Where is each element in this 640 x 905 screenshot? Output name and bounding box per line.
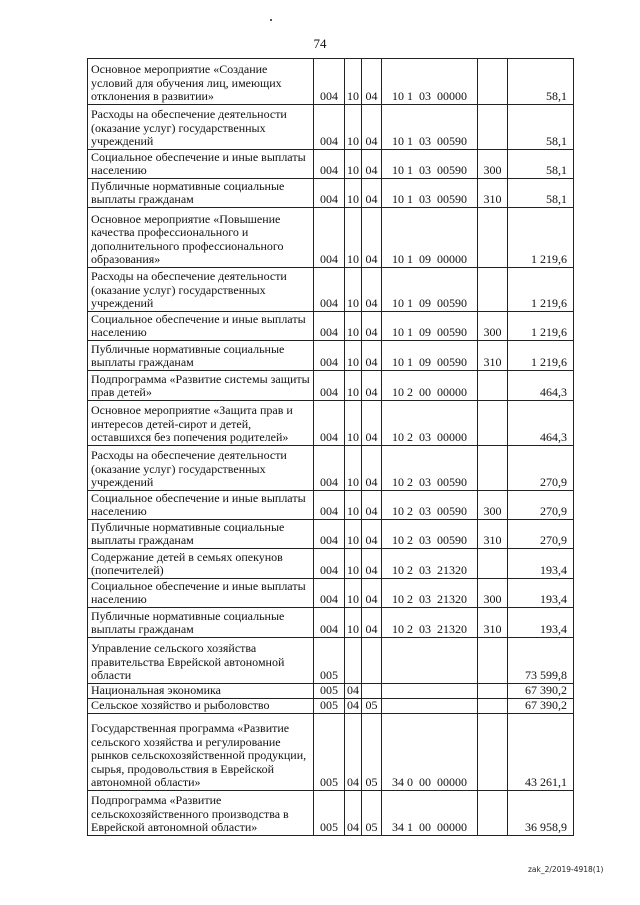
table-row [88, 579, 574, 608]
table-row [88, 59, 574, 105]
row-name: Публичные нормативные социальные выплаты гражданам [88, 179, 314, 208]
expense-type-code [478, 105, 508, 150]
row-name: Основное мероприятие «Защита прав и интересов детей-сирот и детей, оставшихся без попечения родителей» [88, 401, 314, 446]
row-name: Расходы на обеспечение деятельности (оказание услуг) государственных учреждений [88, 105, 314, 150]
table-row [88, 699, 574, 714]
ministry-code: 004 [314, 446, 345, 491]
section-code: 10 [345, 579, 362, 608]
subsection-code: 04 [362, 59, 382, 105]
subsection-code: 04 [362, 371, 382, 401]
amount: 58,1 [508, 150, 574, 179]
section-code: 10 [345, 59, 362, 105]
table-row [88, 684, 574, 699]
amount: 193,4 [508, 608, 574, 638]
expense-type-code [478, 684, 508, 699]
subsection-code: 04 [362, 179, 382, 208]
row-name: Публичные нормативные социальные выплаты гражданам [88, 520, 314, 549]
ministry-code: 004 [314, 371, 345, 401]
row-name: Государственная программа «Развитие сельского хозяйства и регулирование рынков сельскохозяйственной продукции, сырья, продовольствия в Еврейской автономной области» [88, 714, 314, 791]
target-article-code: 10 1 03 00590 [382, 179, 478, 208]
ministry-code: 004 [314, 179, 345, 208]
target-article-code [382, 699, 478, 714]
table-row [88, 401, 574, 446]
target-article-code [382, 638, 478, 684]
amount: 36 958,9 [508, 791, 574, 836]
amount: 1 219,6 [508, 341, 574, 371]
target-article-code: 10 2 03 21320 [382, 579, 478, 608]
row-name: Национальная экономика [88, 684, 314, 699]
table-row [88, 491, 574, 520]
row-name: Социальное обеспечение и иные выплаты населению [88, 150, 314, 179]
amount: 1 219,6 [508, 312, 574, 341]
subsection-code: 05 [362, 699, 382, 714]
amount: 58,1 [508, 105, 574, 150]
section-code: 10 [345, 371, 362, 401]
target-article-code: 10 2 03 00590 [382, 446, 478, 491]
expense-type-code [478, 371, 508, 401]
expense-type-code: 300 [478, 579, 508, 608]
amount: 1 219,6 [508, 208, 574, 268]
target-article-code: 10 1 09 00590 [382, 312, 478, 341]
target-article-code: 10 1 09 00590 [382, 341, 478, 371]
budget-table [87, 58, 574, 836]
amount: 464,3 [508, 371, 574, 401]
section-code: 10 [345, 491, 362, 520]
ministry-code: 004 [314, 579, 345, 608]
row-name: Социальное обеспечение и иные выплаты населению [88, 312, 314, 341]
amount: 270,9 [508, 520, 574, 549]
table-row [88, 268, 574, 312]
row-name: Публичные нормативные социальные выплаты гражданам [88, 608, 314, 638]
expense-type-code: 300 [478, 491, 508, 520]
table-row [88, 150, 574, 179]
row-name: Основное мероприятие «Повышение качества профессионального и дополнительного профессионального образования» [88, 208, 314, 268]
amount: 58,1 [508, 179, 574, 208]
ministry-code: 004 [314, 341, 345, 371]
row-name: Подпрограмма «Развитие системы защиты прав детей» [88, 371, 314, 401]
table-row [88, 341, 574, 371]
section-code: 04 [345, 699, 362, 714]
target-article-code: 10 1 09 00000 [382, 208, 478, 268]
row-name: Расходы на обеспечение деятельности (оказание услуг) государственных учреждений [88, 446, 314, 491]
subsection-code: 04 [362, 446, 382, 491]
amount: 43 261,1 [508, 714, 574, 791]
ministry-code: 004 [314, 312, 345, 341]
subsection-code [362, 684, 382, 699]
table-row [88, 791, 574, 836]
target-article-code: 10 2 03 00000 [382, 401, 478, 446]
section-code: 10 [345, 608, 362, 638]
table-row [88, 608, 574, 638]
subsection-code: 04 [362, 312, 382, 341]
subsection-code: 04 [362, 401, 382, 446]
expense-type-code: 310 [478, 179, 508, 208]
subsection-code [362, 638, 382, 684]
amount: 193,4 [508, 549, 574, 579]
amount: 58,1 [508, 59, 574, 105]
subsection-code: 04 [362, 491, 382, 520]
ministry-code: 004 [314, 549, 345, 579]
row-name: Социальное обеспечение и иные выплаты населению [88, 491, 314, 520]
table-row [88, 312, 574, 341]
ministry-code: 005 [314, 638, 345, 684]
target-article-code: 34 0 00 00000 [382, 714, 478, 791]
expense-type-code: 310 [478, 341, 508, 371]
target-article-code: 10 1 03 00590 [382, 105, 478, 150]
target-article-code: 10 2 03 21320 [382, 549, 478, 579]
expense-type-code: 310 [478, 608, 508, 638]
row-name: Основное мероприятие «Создание условий для обучения лиц, имеющих отклонения в развитии» [88, 59, 314, 105]
amount: 67 390,2 [508, 699, 574, 714]
table-row [88, 446, 574, 491]
section-code: 04 [345, 714, 362, 791]
section-code: 10 [345, 549, 362, 579]
section-code: 10 [345, 446, 362, 491]
expense-type-code: 300 [478, 312, 508, 341]
table-row [88, 208, 574, 268]
amount: 73 599,8 [508, 638, 574, 684]
section-code: 10 [345, 520, 362, 549]
expense-type-code [478, 714, 508, 791]
section-code: 10 [345, 401, 362, 446]
row-name: Содержание детей в семьях опекунов (попечителей) [88, 549, 314, 579]
subsection-code: 05 [362, 714, 382, 791]
amount: 270,9 [508, 446, 574, 491]
section-code: 10 [345, 312, 362, 341]
footer-code: zak_2/2019-4918(1) [528, 865, 604, 874]
row-name: Подпрограмма «Развитие сельскохозяйственного производства в Еврейской автономной области» [88, 791, 314, 836]
ministry-code: 005 [314, 714, 345, 791]
target-article-code [382, 684, 478, 699]
expense-type-code: 300 [478, 150, 508, 179]
ministry-code: 004 [314, 401, 345, 446]
scan-speck [270, 19, 272, 21]
subsection-code: 04 [362, 268, 382, 312]
table-row [88, 179, 574, 208]
amount: 1 219,6 [508, 268, 574, 312]
ministry-code: 004 [314, 608, 345, 638]
target-article-code: 10 1 03 00000 [382, 59, 478, 105]
section-code: 10 [345, 105, 362, 150]
section-code [345, 638, 362, 684]
section-code: 04 [345, 684, 362, 699]
ministry-code: 004 [314, 520, 345, 549]
subsection-code: 04 [362, 579, 382, 608]
subsection-code: 04 [362, 341, 382, 371]
row-name: Социальное обеспечение и иные выплаты населению [88, 579, 314, 608]
subsection-code: 04 [362, 208, 382, 268]
subsection-code: 05 [362, 791, 382, 836]
row-name: Управление сельского хозяйства правительства Еврейской автономной области [88, 638, 314, 684]
expense-type-code [478, 549, 508, 579]
ministry-code: 004 [314, 150, 345, 179]
expense-type-code [478, 791, 508, 836]
amount: 193,4 [508, 579, 574, 608]
subsection-code: 04 [362, 520, 382, 549]
row-name: Расходы на обеспечение деятельности (оказание услуг) государственных учреждений [88, 268, 314, 312]
ministry-code: 004 [314, 59, 345, 105]
expense-type-code [478, 268, 508, 312]
section-code: 10 [345, 150, 362, 179]
expense-type-code [478, 401, 508, 446]
ministry-code: 004 [314, 208, 345, 268]
ministry-code: 005 [314, 684, 345, 699]
target-article-code: 34 1 00 00000 [382, 791, 478, 836]
subsection-code: 04 [362, 105, 382, 150]
subsection-code: 04 [362, 608, 382, 638]
table-row [88, 371, 574, 401]
ministry-code: 004 [314, 268, 345, 312]
table-row [88, 714, 574, 791]
expense-type-code [478, 638, 508, 684]
target-article-code: 10 1 03 00590 [382, 150, 478, 179]
amount: 67 390,2 [508, 684, 574, 699]
table-row [88, 549, 574, 579]
row-name: Сельское хозяйство и рыболовство [88, 699, 314, 714]
expense-type-code [478, 59, 508, 105]
subsection-code: 04 [362, 150, 382, 179]
ministry-code: 005 [314, 791, 345, 836]
amount: 270,9 [508, 491, 574, 520]
table-row [88, 105, 574, 150]
target-article-code: 10 2 03 00590 [382, 491, 478, 520]
table-row [88, 520, 574, 549]
target-article-code: 10 2 00 00000 [382, 371, 478, 401]
table-row [88, 638, 574, 684]
target-article-code: 10 2 03 00590 [382, 520, 478, 549]
target-article-code: 10 2 03 21320 [382, 608, 478, 638]
expense-type-code [478, 208, 508, 268]
ministry-code: 004 [314, 105, 345, 150]
section-code: 10 [345, 268, 362, 312]
section-code: 10 [345, 179, 362, 208]
page-number: 74 [313, 36, 327, 51]
expense-type-code [478, 446, 508, 491]
expense-type-code: 310 [478, 520, 508, 549]
row-name: Публичные нормативные социальные выплаты гражданам [88, 341, 314, 371]
amount: 464,3 [508, 401, 574, 446]
target-article-code: 10 1 09 00590 [382, 268, 478, 312]
ministry-code: 005 [314, 699, 345, 714]
section-code: 10 [345, 341, 362, 371]
section-code: 10 [345, 208, 362, 268]
expense-type-code [478, 699, 508, 714]
section-code: 04 [345, 791, 362, 836]
ministry-code: 004 [314, 491, 345, 520]
subsection-code: 04 [362, 549, 382, 579]
